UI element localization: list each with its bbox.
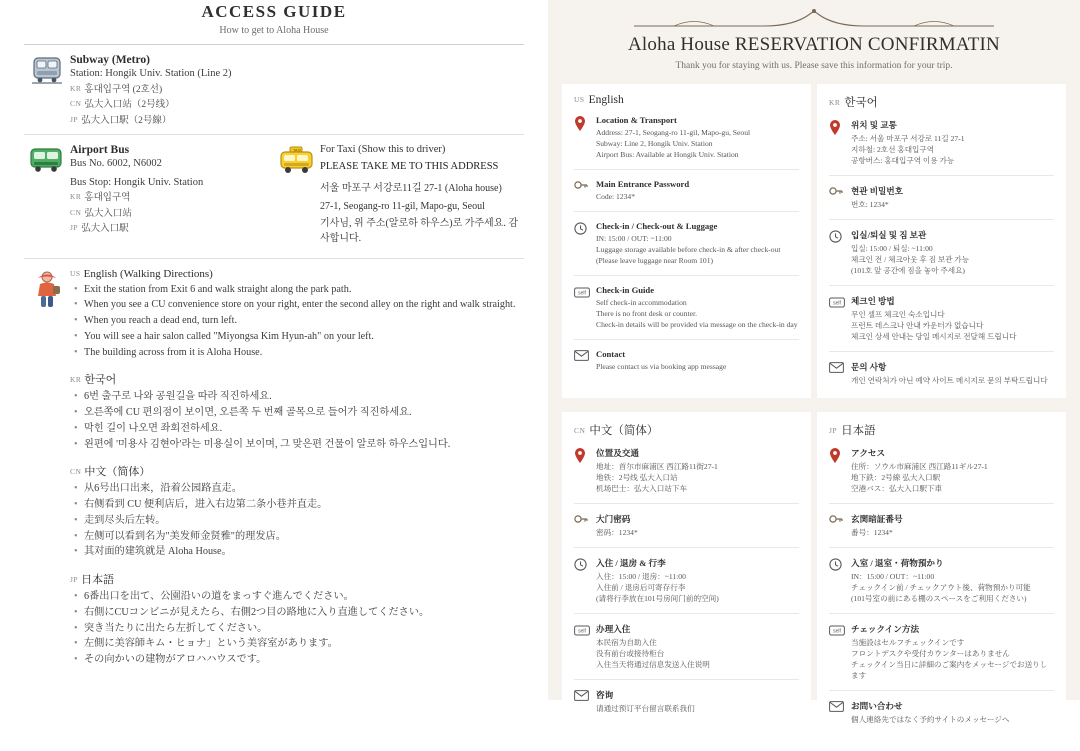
group-line: 번호: 1234* — [851, 200, 889, 209]
group-location — [829, 447, 1054, 494]
lang-tag-jp: JP — [70, 114, 79, 124]
group-line: Address: 27-1, Seogang-ro 11-gil, Mapo-gu, Seoul — [596, 128, 751, 137]
group-line: (Please leave luggage near Room 101) — [596, 256, 714, 265]
card-japanese — [817, 412, 1066, 737]
group-line: 地下鉄：2号線 弘大入口駅 — [851, 473, 941, 482]
taxi-icon — [274, 144, 320, 244]
card-korean — [817, 84, 1066, 398]
group-line: Please contact us via booking app message — [596, 362, 727, 371]
group-line: 체크인 상세 안내는 당일 메시지로 전달해 드립니다 — [851, 332, 1017, 341]
bus-jp — [70, 220, 274, 234]
divider — [829, 503, 1054, 504]
mail-icon — [574, 689, 596, 714]
card-english-heading-text: English — [588, 94, 624, 106]
list-item: • 右侧看到 CU 便利店后，进入右边第二条小巷并直走。 — [84, 499, 524, 512]
lang-tag-jp: JP — [829, 426, 838, 435]
lang-tag-kr: KR — [70, 83, 82, 93]
key-icon — [574, 513, 596, 538]
group-line: 密码：1234* — [596, 528, 638, 537]
clock-icon — [829, 557, 851, 604]
location-pin-icon — [574, 115, 596, 160]
lang-tag-jp: JP — [70, 575, 79, 584]
list-item: • 6番出口を出て、公園沿いの道をまっすぐ進んでください。 — [84, 591, 524, 604]
walking-jp-heading-text: 日本語 — [81, 574, 115, 586]
group-title: 입실/퇴실 및 짐 보관 — [851, 230, 927, 240]
divider — [574, 169, 799, 170]
subway-heading: Subway (Metro) — [70, 54, 150, 66]
divider — [24, 258, 524, 259]
list-item: • 突き当たりに出たら左折してください。 — [84, 623, 524, 636]
divider — [829, 285, 1054, 286]
divider — [574, 679, 799, 680]
list-item: • Exit the station from Exit 6 and walk straight along the park path. — [84, 284, 524, 297]
list-item: • 오른쪽에 CU 편의점이 보이면, 오른쪽 두 번째 골목으로 들어가 직진하세요. — [84, 407, 524, 420]
lang-tag-en: US — [70, 268, 81, 278]
svg-text:self: self — [578, 628, 586, 635]
group-line: チェックイン前 / チェックアウト後、荷物預かり可能 — [851, 583, 1031, 592]
reservation-subtitle: Thank you for staying with us. Please save this information for your trip. — [675, 61, 953, 71]
group-title: Contact — [596, 349, 626, 359]
subway-jp-text: 弘大入口駅（2号線） — [81, 115, 172, 126]
group-line: 机场巴士：弘大入口站下车 — [596, 484, 688, 493]
group-title: 문의 사항 — [851, 362, 887, 372]
mail-icon — [574, 349, 596, 372]
group-line: IN: 15:00 / OUT: ~11:00 — [596, 234, 672, 243]
card-chinese-heading — [574, 422, 799, 438]
card-korean-heading — [829, 94, 1054, 110]
group-checkin-guide — [574, 285, 799, 330]
self-checkin-icon — [829, 295, 851, 342]
group-title: チェックイン方法 — [851, 624, 920, 634]
group-title: Check-in / Check-out & Luggage — [596, 221, 718, 231]
subway-icon — [24, 54, 70, 126]
bus-cn — [70, 205, 274, 219]
location-pin-icon — [574, 447, 596, 494]
language-cards — [562, 84, 1066, 751]
group-checkin-times — [574, 221, 799, 266]
group-line: Code: 1234* — [596, 192, 636, 201]
group-line: Subway: Line 2, Hongik Univ. Station — [596, 139, 713, 148]
divider — [829, 613, 1054, 614]
group-title: 入室 / 退室・荷物預かり — [851, 558, 944, 568]
group-line: IN：15:00 / OUT：~11:00 — [851, 572, 935, 581]
group-line: 개인 연락처가 아닌 예약 사이트 메시지로 문의 부탁드립니다 — [851, 376, 1048, 385]
lang-tag-kr: KR — [70, 375, 82, 385]
group-password — [829, 513, 1054, 538]
group-line: 입실: 15:00 / 퇴실: ~11:00 — [851, 244, 933, 253]
group-line: (请将行李放在101号房间门前的空间) — [596, 594, 719, 603]
card-japanese-heading-text: 日本語 — [841, 425, 876, 437]
walking-en-heading-text: English (Walking Directions) — [83, 267, 213, 280]
bus-icon — [24, 144, 70, 244]
group-title: 咨询 — [596, 690, 614, 700]
divider — [829, 175, 1054, 176]
bus-stop: Bus Stop: Hongik Univ. Station — [70, 176, 204, 188]
page-subtitle: How to get to Aloha House — [219, 25, 329, 36]
lang-tag-jp: JP — [70, 223, 79, 232]
clock-icon — [574, 557, 596, 604]
location-pin-icon — [829, 119, 851, 166]
taxi-heading: For Taxi (Show this to driver) — [320, 143, 446, 155]
taxi-instruction: PLEASE TAKE ME TO THIS ADDRESS — [320, 160, 499, 172]
divider — [24, 134, 524, 135]
group-password — [574, 179, 799, 202]
divider — [829, 690, 1054, 691]
group-title: お問い合わせ — [851, 701, 903, 711]
group-checkin-times — [574, 557, 799, 604]
group-line: 무인 셀프 체크인 숙소입니다 — [851, 310, 945, 319]
list-item: • 막힌 길이 나오면 좌회전하세요. — [84, 423, 524, 436]
group-title: 入住 / 退房 & 行李 — [596, 558, 666, 568]
reservation-title — [562, 34, 1066, 56]
lang-tag-kr: KR — [829, 98, 841, 107]
subway-kr-text: 홍대입구역 (2호선) — [84, 84, 163, 95]
bus-jp-text: 弘大入口駅 — [81, 224, 129, 234]
svg-text:TAXI: TAXI — [293, 147, 301, 152]
list-item: • You will see a hair salon called "Miyongsa Kim Hyun-ah" on your left. — [84, 331, 524, 344]
walking-kr-heading — [70, 371, 524, 387]
list-item: • 走到尽头后左转。 — [84, 515, 524, 528]
card-english-heading — [574, 94, 799, 106]
divider — [829, 351, 1054, 352]
card-english — [562, 84, 811, 398]
group-line: (101号室の前にある棚のスペースをご利用ください) — [851, 594, 1027, 603]
card-korean-heading-text: 한국어 — [844, 97, 878, 109]
group-line: 個人連絡先ではなく予約サイトのメッセージへ — [851, 715, 1010, 724]
walking-kr-steps — [70, 391, 524, 451]
group-contact — [829, 700, 1054, 725]
group-contact — [829, 361, 1054, 386]
group-line: 请通过预订平台留言联系我们 — [596, 704, 695, 713]
group-title: 大门密码 — [596, 514, 631, 524]
group-line: Airport Bus: Available at Hongik Univ. Station — [596, 150, 739, 159]
walking-directions-section — [24, 268, 524, 670]
walking-en-heading — [70, 268, 524, 280]
lang-tag-cn: CN — [70, 99, 82, 108]
bus-kr — [70, 189, 274, 203]
group-line: 当施設はセルフチェックインです — [851, 638, 965, 647]
clock-icon — [829, 229, 851, 276]
lang-tag-cn: CN — [574, 426, 586, 435]
walking-cn-heading — [70, 463, 524, 479]
walking-cn-heading-text: 中文（简体） — [84, 466, 151, 479]
bus-kr-text: 홍대입구역 — [84, 193, 131, 203]
ornament-divider — [562, 6, 1066, 32]
lang-tag-cn: CN — [70, 467, 82, 477]
group-contact — [574, 349, 799, 372]
group-line: 没有前台或接待柜台 — [596, 649, 665, 658]
group-checkin-guide — [829, 295, 1054, 342]
lang-tag-cn: CN — [70, 207, 82, 217]
key-icon — [574, 179, 596, 202]
bus-heading: Airport Bus — [70, 143, 130, 156]
lang-tag-kr: KR — [70, 192, 82, 201]
list-item: • 左側に美容師キム・ヒョナ」という美容室があります。 — [84, 638, 524, 651]
list-item: • 왼편에 '미용사 김현아'라는 미용실이 보이며, 그 맞은편 건물이 알로하 하우스입니다. — [84, 439, 524, 452]
group-checkin-guide — [829, 623, 1054, 681]
page-title: ACCESS GUIDE — [201, 2, 347, 21]
group-title: 현관 비밀번호 — [851, 186, 903, 196]
group-location — [574, 447, 799, 494]
group-line: 入住：15:00 / 退房：~11:00 — [596, 572, 686, 581]
taxi-address-en: 27-1, Seogang-ro 11-gil, Mapo-gu, Seoul — [320, 200, 485, 212]
walking-en-steps — [70, 284, 524, 360]
reservation-title-rest: RESERVATION CONFIRMATIN — [734, 34, 1000, 55]
subway-cn-text: 弘大入口站（2号线） — [84, 100, 175, 110]
card-chinese — [562, 412, 811, 737]
group-contact — [574, 689, 799, 714]
airport-bus-section — [24, 144, 274, 244]
group-line: 프런트 데스크나 안내 카운터가 없습니다 — [851, 321, 984, 330]
divider — [829, 547, 1054, 548]
subway-jp — [70, 112, 524, 126]
group-line: 지하철: 2호선 홍대입구역 — [851, 145, 935, 154]
walking-jp-steps — [70, 591, 524, 667]
group-line: (101호 앞 공간에 짐을 놓아 주세요) — [851, 266, 965, 275]
divider — [574, 275, 799, 276]
group-line: 住所：ソウル市麻浦区 西江路11ギル27-1 — [851, 462, 988, 471]
group-line: 本民宿为自助入住 — [596, 638, 657, 647]
group-line: 入住前 / 退房后可寄存行李 — [596, 583, 686, 592]
group-checkin-guide — [574, 623, 799, 670]
card-japanese-heading — [829, 422, 1054, 438]
divider — [574, 613, 799, 614]
svg-text:self: self — [833, 628, 841, 635]
group-line: 入住当天将通过信息发送入住说明 — [596, 660, 710, 669]
divider — [829, 219, 1054, 220]
taxi-address-kr: 서울 마포구 서강로11길 27-1 (Aloha house) — [320, 182, 502, 194]
group-line: 주소: 서울 마포구 서강로 11길 27-1 — [851, 134, 965, 143]
list-item: • 6번 출구로 나와 공원길을 따라 직진하세요. — [84, 391, 524, 404]
divider — [24, 44, 524, 45]
group-password — [574, 513, 799, 538]
group-line: Self check-in accommodation — [596, 298, 687, 307]
access-guide-panel — [0, 0, 548, 700]
self-checkin-icon — [574, 285, 596, 330]
list-item: • 右側にCUコンビニが見えたら、右側2つ目の路地に入り直進してください。 — [84, 607, 524, 620]
lang-tag-en: US — [574, 95, 585, 104]
bus-numbers: Bus No. 6002, N6002 — [70, 157, 162, 169]
group-line: Check-in details will be provided via message on the check-in day — [596, 320, 798, 329]
group-location — [829, 119, 1054, 166]
list-item: • 从6号出口出来，沿着公园路直走。 — [84, 483, 524, 496]
location-pin-icon — [829, 447, 851, 494]
group-line: フロントデスクや受付カウンターはありません — [851, 649, 1010, 658]
taxi-address-note: 기사님, 위 주소(알로하 하우스)로 가주세요. 감사합니다. — [320, 217, 519, 244]
group-line: チェックイン当日に詳細のご案内をメッセージでお送りします — [851, 660, 1048, 680]
group-line: 地铁：2号线 弘大入口站 — [596, 473, 678, 482]
group-title: 位置及交通 — [596, 448, 639, 458]
divider — [574, 339, 799, 340]
list-item: • When you reach a dead end, turn left. — [84, 315, 524, 328]
subway-kr — [70, 81, 524, 95]
group-line: There is no front desk or counter. — [596, 309, 698, 318]
group-checkin-times — [829, 557, 1054, 604]
reservation-confirmation-panel — [548, 0, 1080, 724]
group-title: Main Entrance Password — [596, 179, 690, 189]
group-title: 办理入住 — [596, 624, 631, 634]
subway-cn — [70, 96, 524, 110]
list-item: • 其对面的建筑就是 Aloha House。 — [84, 546, 524, 559]
card-chinese-heading-text: 中文（简体） — [589, 425, 659, 437]
group-title: 위치 및 교통 — [851, 120, 897, 130]
subway-station: Station: Hongik Univ. Station (Line 2) — [70, 68, 232, 79]
clock-icon — [574, 221, 596, 266]
subway-section — [24, 54, 524, 126]
key-icon — [829, 185, 851, 210]
reservation-title-brand: Aloha House — [628, 34, 730, 55]
group-line: Luggage storage available before check-in & after check-out — [596, 245, 781, 254]
svg-text:self: self — [578, 290, 586, 297]
taxi-section — [274, 144, 524, 244]
group-title: アクセス — [851, 448, 886, 458]
walking-jp-heading — [70, 571, 524, 587]
bus-cn-text: 弘大入口站 — [84, 208, 132, 219]
group-line: 地址：首尔市麻浦区 西江路11街27-1 — [596, 462, 718, 471]
group-line: 番号：1234* — [851, 528, 893, 537]
group-title: 체크인 방법 — [851, 296, 895, 306]
divider — [574, 503, 799, 504]
group-location — [574, 115, 799, 160]
mail-icon — [829, 700, 851, 725]
bus-taxi-section — [24, 144, 524, 244]
self-checkin-icon — [829, 623, 851, 681]
list-item: • 左侧可以看到名为"美发师金贤雅"的理发店。 — [84, 531, 524, 544]
svg-text:self: self — [833, 300, 841, 307]
group-line: 체크인 전 / 체크아웃 후 짐 보관 가능 — [851, 255, 970, 264]
divider — [574, 547, 799, 548]
divider — [574, 211, 799, 212]
list-item: • The building across from it is Aloha House. — [84, 347, 524, 360]
group-password — [829, 185, 1054, 210]
key-icon — [829, 513, 851, 538]
group-line: 空港バス：弘大入口駅下車 — [851, 484, 943, 493]
walking-cn-steps — [70, 483, 524, 559]
list-item: • When you see a CU convenience store on your right, enter the second alley on the right and walk straight. — [84, 299, 524, 312]
group-title: Check-in Guide — [596, 285, 655, 295]
group-checkin-times — [829, 229, 1054, 276]
group-title: 玄関暗証番号 — [851, 514, 903, 524]
group-line: 공항버스: 홍대입구역 이용 가능 — [851, 156, 955, 165]
walking-kr-heading-text: 한국어 — [84, 374, 117, 387]
mail-icon — [829, 361, 851, 386]
list-item: • その向かいの建物がアロハハウスです。 — [84, 654, 524, 667]
self-checkin-icon — [574, 623, 596, 670]
group-title: Location & Transport — [596, 115, 677, 125]
walking-person-icon — [24, 268, 70, 670]
